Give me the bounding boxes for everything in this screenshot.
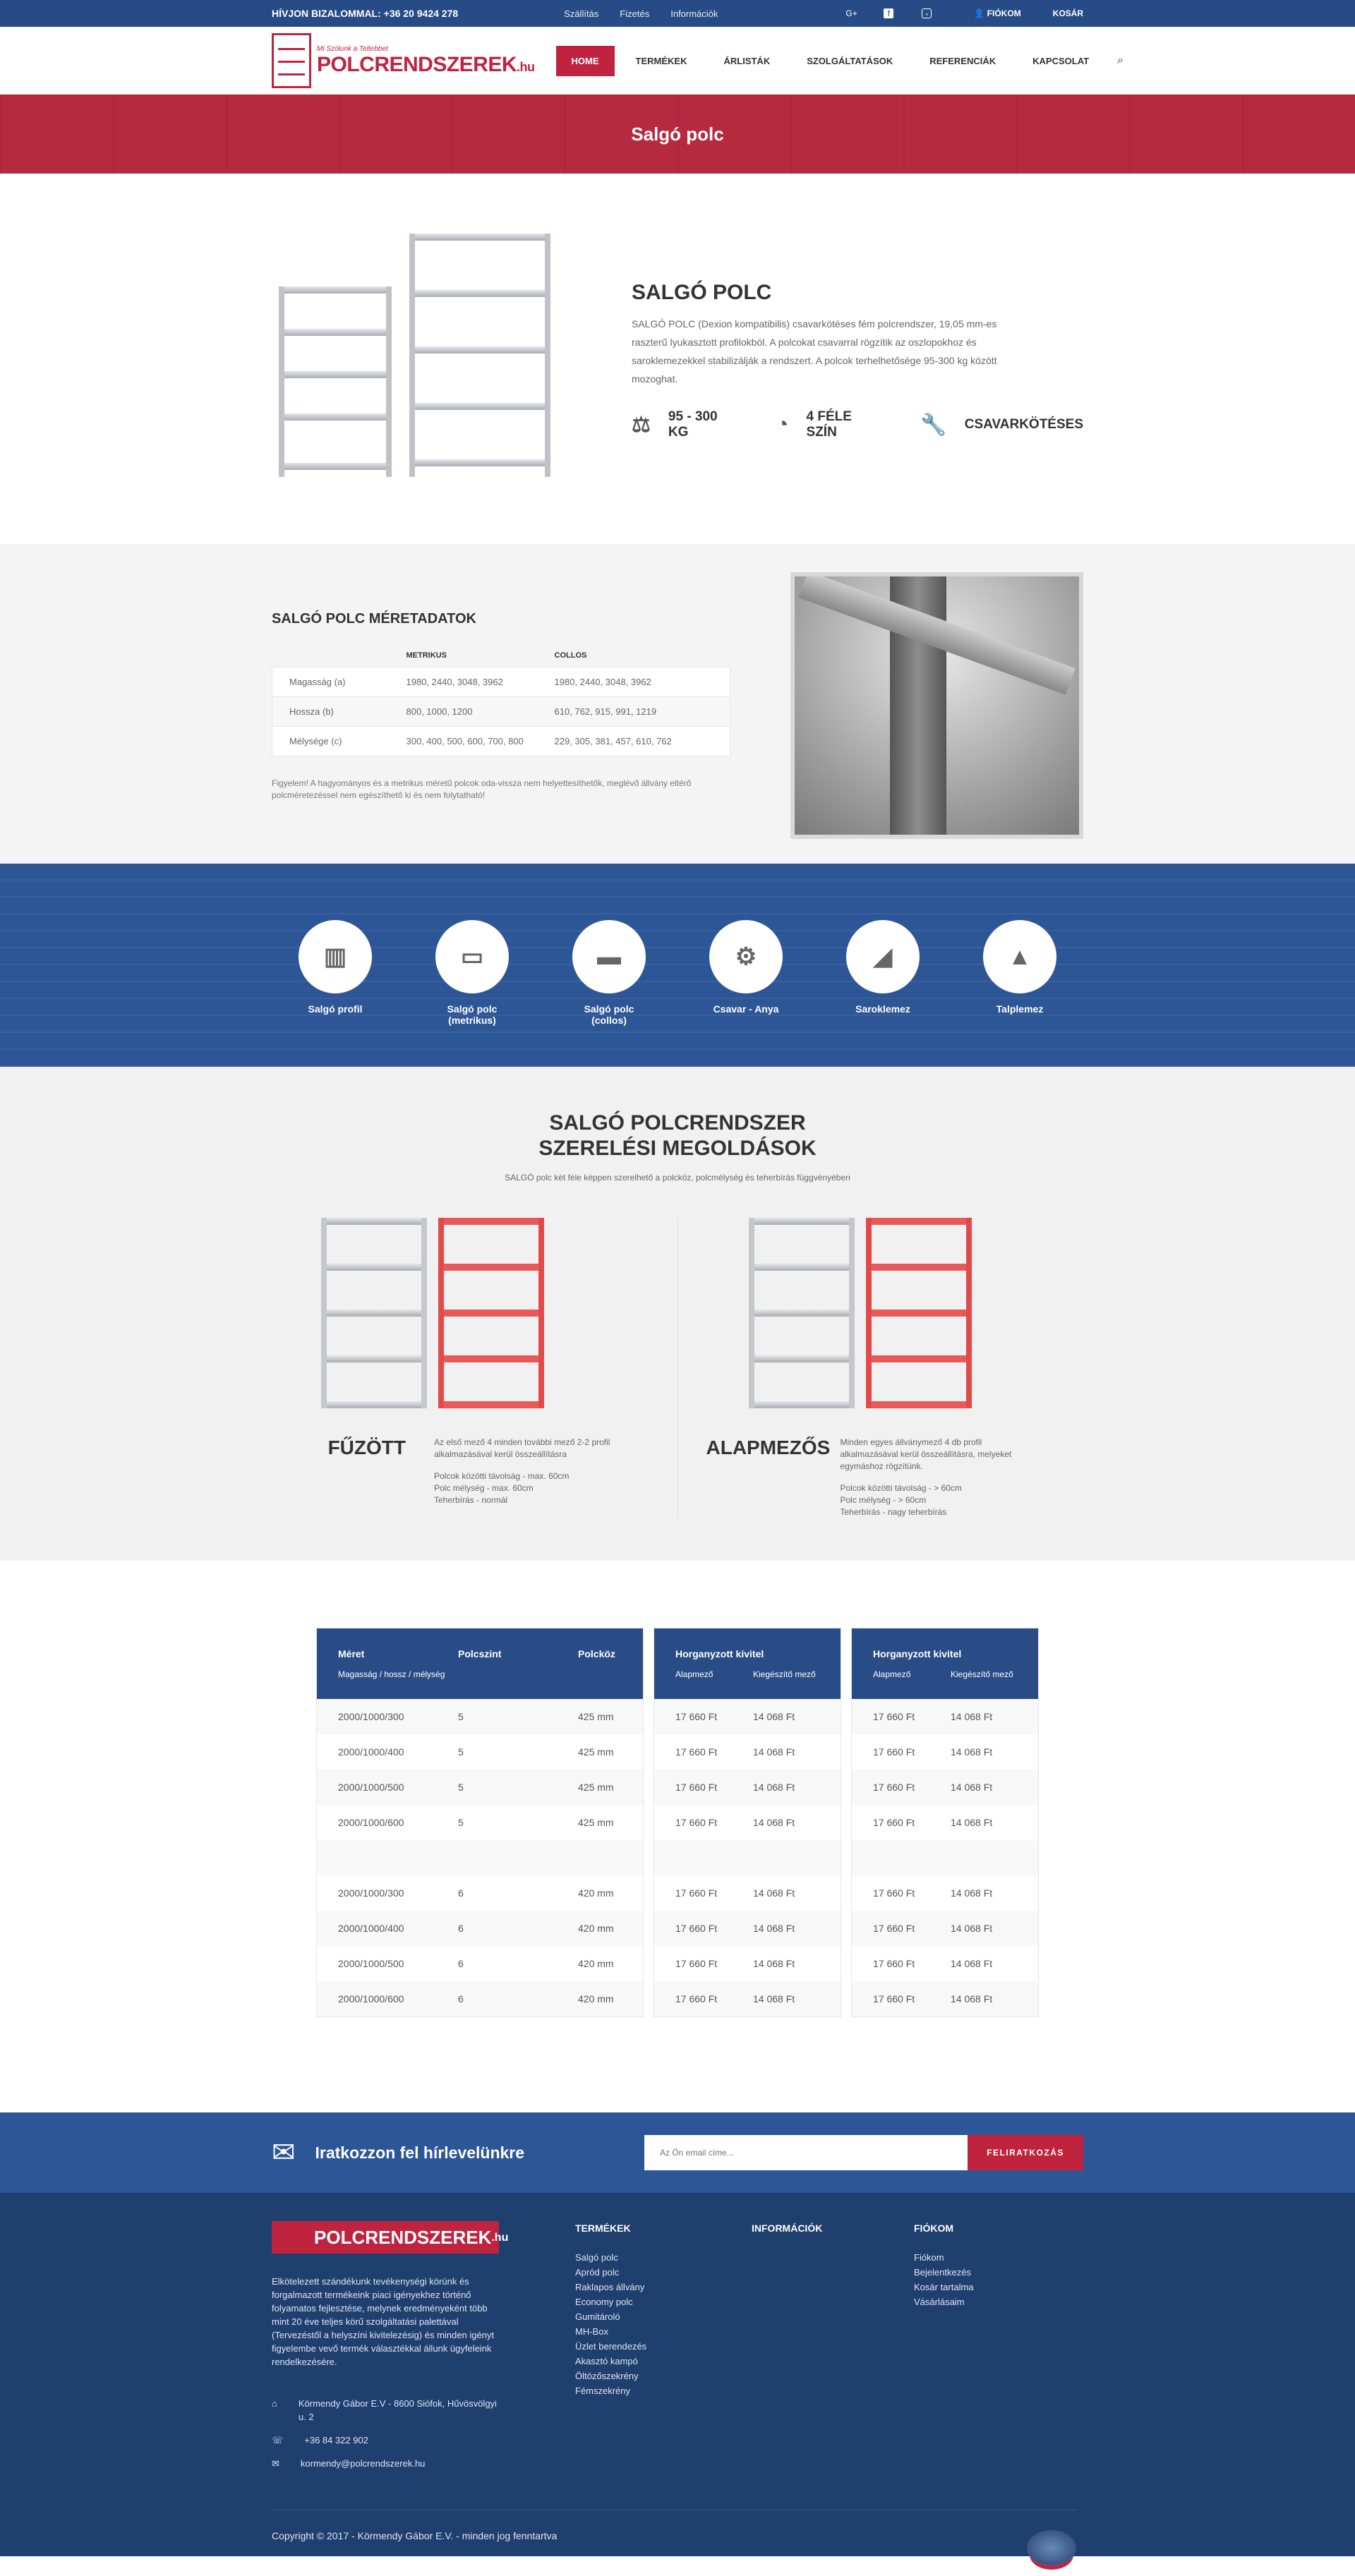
parts-section [0, 864, 1355, 1067]
size-price-table: Méret Polcszint Polcköz Magasság / hossz / mélység 2000/1000/300 5 425 mm 2000/1000/400 5 425 mm 2000/1000/500 5 425 mm 2000/1000/600 5 425 mm 2000/1000/300 6 420 mm 2000/1000/400 6 420 mm 2000/1000/500 6 420 mm 2000/1000/600 6 420 mm [316, 1628, 644, 2017]
foot-plate-icon: ▲ [983, 920, 1056, 993]
mail-icon: ✉ [272, 2458, 279, 2469]
table-row [317, 1840, 643, 1875]
table-row: 17 660 Ft 14 068 Ft [852, 1981, 1038, 2016]
logo-shelf-icon [272, 33, 311, 88]
shelf-plate-icon: ▬ [572, 920, 646, 993]
chained-shelf-image [300, 1218, 649, 1422]
footer-col-account: FIÓKOM Fiókom Bejelentkezés Kosár tartalma Vásárlásaim [914, 2221, 974, 2480]
footer-link[interactable]: Bejelentkezés [914, 2267, 971, 2278]
logo-name: POLCRENDSZEREK [317, 52, 517, 76]
weight-icon: ⚖ [632, 413, 651, 437]
table-row: 17 660 Ft 14 068 Ft [852, 1770, 1038, 1805]
feature-colors: ◔ 4 FÉLE SZÍN [776, 409, 852, 440]
table-row: 17 660 Ft 14 068 Ft [654, 1981, 841, 2016]
footer-link[interactable]: Salgó polc [575, 2252, 618, 2263]
profile-closeup-image [790, 572, 1083, 839]
size-data-title: SALGÓ POLC MÉRETADATOK [272, 611, 476, 627]
table-row: 17 660 Ft 14 068 Ft [675, 1887, 795, 1899]
footer-link[interactable]: Üzlet berendezés [575, 2341, 647, 2352]
size-data-section [0, 544, 1355, 864]
topbar-link-payment[interactable]: Fizetés [620, 8, 650, 19]
footer-email[interactable]: ✉ kormendy@polcrendszerek.hu [272, 2458, 426, 2469]
page-title-banner [0, 95, 1355, 174]
mounting-subtitle: SALGÓ polc két féle képpen szerelhető a polcköz, polcmélység és teherbírás függvényében [505, 1173, 850, 1183]
table-row: 17 660 Ft 14 068 Ft [654, 1699, 841, 1734]
variant-price-table: Horganyzott kivitel Alapmező Kiegészítő mező 17 660 Ft 14 068 Ft 17 660 Ft 14 068 Ft 17 660 Ft 14 068 Ft 17 660 Ft 14 068 Ft 17 660 Ft 14 068 Ft 17 660 Ft 14 068 Ft 17 660 Ft 14 068 Ft 17 660 Ft 14 068 Ft [851, 1628, 1039, 2017]
footer-col-info: INFORMÁCIÓK [752, 2223, 823, 2234]
table-row: 17 660 Ft 14 068 Ft [654, 1911, 841, 1946]
cart-link[interactable]: KOSÁR [1052, 8, 1083, 18]
table-row [654, 1840, 841, 1875]
size-warning-note: Figyelem! A hagyományos és a metrikus méretű polcok oda-vissza nem helyettesíthetők, meglévő állvány eltérő polcméretezéssel nem egészíthető ki és nem folytatható! [272, 778, 692, 800]
nav-contact[interactable]: KAPCSOLAT [1032, 55, 1090, 66]
footer-logo[interactable]: POLCRENDSZEREK .hu [272, 2221, 499, 2254]
table-row: 2000/1000/300 5 425 mm [317, 1699, 643, 1734]
mounting-section [0, 1067, 1355, 1561]
product-title: SALGÓ POLC [632, 281, 772, 304]
table-row: 17 660 Ft 14 068 Ft [852, 1699, 1038, 1734]
user-icon: 👤 [974, 8, 987, 18]
mini-logo-icon [1027, 2530, 1076, 2565]
table-row: 17 660 Ft 14 068 Ft [675, 1958, 795, 1969]
footer-link[interactable]: Economy polc [575, 2297, 633, 2307]
hotline-phone[interactable]: HÍVJON BIZALOMMAL: +36 20 9424 278 [272, 8, 459, 19]
newsletter-title: Iratkozzon fel hírlevelünkre [315, 2143, 525, 2162]
feature-bolted: 🔧 CSAVARKÖTÉSES [920, 413, 1083, 437]
footer-link[interactable]: Gumitároló [575, 2311, 620, 2322]
shelf-graphic [279, 286, 392, 477]
footer-phone[interactable]: ☏ +36 84 322 902 [272, 2435, 368, 2445]
phone-icon: ☏ [272, 2435, 284, 2445]
shelf-graphic [409, 234, 550, 477]
footer-col-products: TERMÉKEK Salgó polc Apród polc Raklapos állvány Economy polc Gumitároló MH-Box Üzlet berendezés Akasztó kampó Öltözőszekrény Fémszekrény [575, 2221, 752, 2480]
envelope-icon: ✉ [272, 2137, 296, 2168]
table-row: 2000/1000/400 5 425 mm [338, 1746, 614, 1758]
table-row: 2000/1000/500 6 420 mm [338, 1958, 614, 1969]
table-row [852, 1840, 1038, 1875]
product-intro [0, 174, 1355, 544]
footer-address: ⌂ Körmendy Gábor E.V - 8600 Siófok, Hűvösvölgyi u. 2 [272, 2398, 497, 2422]
mount-option-chained: FŰZÖTT Az első mező 4 minden további mező 2-2 profil alkalmazásával kerül összeállításra Polcok közötti távolság - max. 60cm Polc mélység - max. 60cm Teherbírás - normál [272, 1218, 678, 1518]
footer-link[interactable]: Öltözőszekrény [575, 2371, 639, 2381]
table-row: 2000/1000/600 5 425 mm [338, 1817, 614, 1828]
price-tables [0, 1561, 1355, 2112]
google-plus-icon[interactable]: G+ [845, 8, 857, 18]
footer-about: Elkötelezett szándékunk tevékenységi körünk és forgalmazott termékeink piaci igényekhez történő folyamatos fejlesztése, melynek eredményeként több mint 20 éve teljes körű szolgáltatási palettával (Tervezéstől a helyszíni kivitelezésig) és minden igényt figyelembe vevő termék választékkal állunk ügyfeleink rendelkezésére. [272, 2276, 495, 2367]
part-profile[interactable]: ▥ Salgó profil [293, 920, 378, 1026]
search-icon[interactable]: ⌕ [1117, 54, 1124, 66]
newsletter-email-input[interactable] [644, 2135, 968, 2170]
newsletter-bar [0, 2112, 1355, 2193]
table-row: 2000/1000/300 6 420 mm [338, 1887, 614, 1899]
nav-pricelists[interactable]: ÁRLISTÁK [723, 55, 771, 66]
size-table [272, 651, 730, 756]
color-fan-icon: ◔ [776, 413, 789, 436]
part-shelf-metric[interactable]: ▭ Salgó polc (metrikus) [430, 920, 514, 1026]
table-row: 17 660 Ft 14 068 Ft [873, 1817, 993, 1828]
footer-link[interactable]: Fémszekrény [575, 2385, 631, 2396]
footer-link[interactable]: Fiókom [914, 2252, 944, 2263]
table-row: 17 660 Ft 14 068 Ft [675, 1817, 795, 1828]
mount-option-base: ALAPMEZŐS Minden egyes állványmező 4 db profil alkalmazásával kerül összeállításra, melyeket egymáshoz rögzítünk. Polcok közötti távolság - > 60cm Polc mélység - > 60cm Teherbírás - nagy teherbírás [678, 1218, 1084, 1518]
footer [0, 2193, 1355, 2556]
table-row: 17 660 Ft 14 068 Ft [873, 1887, 993, 1899]
topbar [0, 0, 1355, 27]
shelf-plate-icon: ▭ [435, 920, 509, 993]
table-row: Hossza (b) 800, 1000, 1200 610, 762, 915, 991, 1219 [272, 697, 730, 727]
subscribe-button[interactable]: FELIRATKOZÁS [968, 2135, 1083, 2170]
footer-link[interactable]: Apród polc [575, 2267, 620, 2278]
feature-capacity: ⚖ 95 - 300 KG [632, 409, 718, 440]
table-row: 17 660 Ft 14 068 Ft [654, 1770, 841, 1805]
nav-services[interactable]: SZOLGÁLTATÁSOK [807, 55, 893, 66]
main-nav [556, 46, 1124, 76]
table-row: 17 660 Ft 14 068 Ft [852, 1911, 1038, 1946]
footer-link[interactable]: Vásárlásaim [914, 2297, 965, 2307]
option-name: FŰZÖTT [327, 1437, 406, 1458]
part-foot-plate[interactable]: ▲ Talplemez [977, 920, 1062, 1026]
footer-link[interactable]: Raklapos állvány [575, 2282, 645, 2292]
site-logo[interactable] [272, 33, 535, 88]
header [0, 27, 1355, 95]
col-header-inch: COLLOS [554, 651, 587, 660]
copyright: Copyright © 2017 - Körmendy Gábor E.V. - minden jog fenntartva [272, 2530, 558, 2541]
table-row: 17 660 Ft 14 068 Ft [873, 1958, 993, 1969]
mounting-title: SALGÓ POLCRENDSZER SZERELÉSI MEGOLDÁSOK [538, 1111, 817, 1160]
nav-products[interactable]: TERMÉKEK [635, 55, 687, 66]
table-row: 17 660 Ft 14 068 Ft [675, 1746, 795, 1758]
nav-home[interactable]: HOME [556, 46, 615, 76]
footer-link[interactable]: MH-Box [575, 2326, 608, 2337]
product-image [272, 230, 610, 491]
footer-link[interactable]: Akasztó kampó [575, 2356, 638, 2366]
wrench-icon: 🔧 [920, 413, 947, 437]
base-shelf-image [706, 1218, 1056, 1422]
topbar-link-shipping[interactable]: Szállítás [564, 8, 599, 19]
col-header-metric: METRIKUS [406, 651, 447, 660]
product-description: SALGÓ POLC (Dexion kompatibilis) csavarkötéses fém polcrendszer, 19,05 mm-es raszterű lyukasztott profilokból. A polcokat csavarral rögzítik az oszlopokhoz és saroklemezekkel stabilizálják a rendszert. A polcok terhelhetősége 95-300 kg között mozoghat. [632, 318, 997, 385]
part-corner-plate[interactable]: ◢ Saroklemez [841, 920, 925, 1026]
profile-icon: ▥ [299, 920, 372, 993]
instagram-icon[interactable]: ◦ [922, 8, 932, 18]
table-row: 2000/1000/400 6 420 mm [317, 1911, 643, 1946]
footer-link[interactable]: Kosár tartalma [914, 2282, 974, 2292]
table-row: Mélysége (c) 300, 400, 500, 600, 700, 800 229, 305, 381, 457, 610, 762 [272, 727, 730, 756]
table-row: 2000/1000/600 6 420 mm [317, 1981, 643, 2016]
home-icon: ⌂ [272, 2398, 277, 2409]
table-row: Magasság (a) 1980, 2440, 3048, 3962 1980, 2440, 3048, 3962 [272, 667, 730, 697]
variant-price-table: Horganyzott kivitel Alapmező Kiegészítő mező 17 660 Ft 14 068 Ft 17 660 Ft 14 068 Ft 17 660 Ft 14 068 Ft 17 660 Ft 14 068 Ft 17 660 Ft 14 068 Ft 17 660 Ft 14 068 Ft 17 660 Ft 14 068 Ft 17 660 Ft 14 068 Ft [654, 1628, 841, 2017]
corner-plate-icon: ◢ [846, 920, 920, 993]
account-link[interactable]: 👤 FIÓKOM [974, 8, 1021, 18]
page-title: Salgó polc [631, 123, 724, 145]
part-bolt-nut[interactable]: ⚙ Csavar - Anya [704, 920, 788, 1026]
logo-tld: .hu [517, 59, 535, 74]
part-shelf-inch[interactable]: ▬ Salgó polc (collos) [567, 920, 651, 1026]
topbar-link-info[interactable]: Információk [670, 8, 718, 19]
table-row: 17 660 Ft 14 068 Ft [873, 1746, 993, 1758]
nav-references[interactable]: REFERENCIÁK [929, 55, 996, 66]
facebook-icon[interactable]: f [884, 8, 893, 18]
logo-tagline: Mi Szólunk a Teltebbet [317, 44, 388, 53]
table-row: 2000/1000/500 5 425 mm [317, 1770, 643, 1805]
bolt-icon: ⚙ [709, 920, 783, 993]
option-name: ALAPMEZŐS [706, 1437, 831, 1458]
